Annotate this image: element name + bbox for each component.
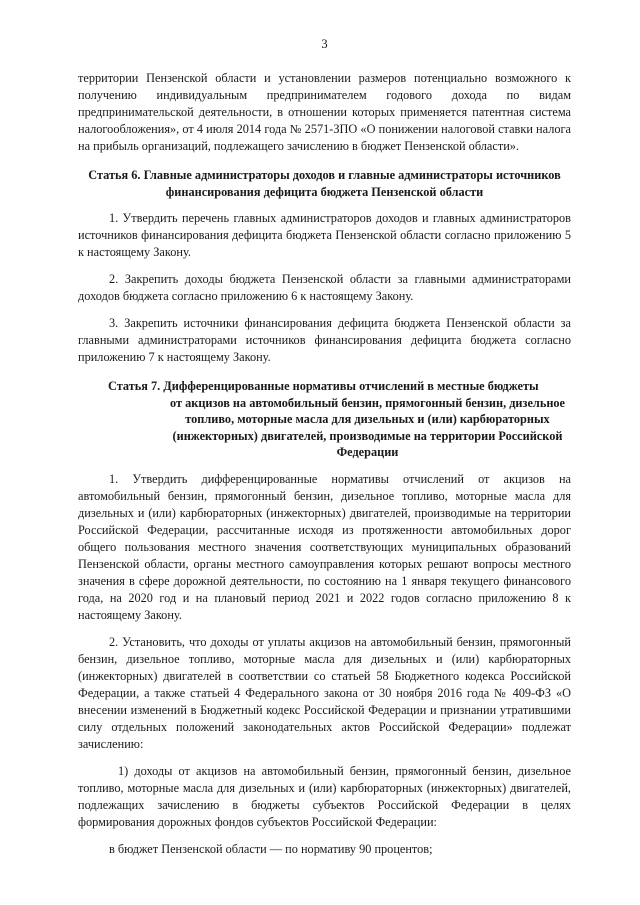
article-7-item-1: 1. Утвердить дифференцированные нормативы отчислений от акцизов на автомобильный бензин, прямогонный бензин, дизельное топливо, моторные масла для дизельных и (или) карбюраторных (инжекторных) двигателей, производимые на территории Российской Федерации, рассчитанные исходя из протяженности автомобильных дорог общего пользования местного значения соответствующих муниципальных образований Пензенской области, органы местного самоуправления которых решают вопросы местного значения в сфере дорожной деятельности, по состоянию на 1 января текущего финансового года, на 2020 год и на плановый период 2021 и 2022 годов согласно приложению 8 к настоящему Закону. <box>78 471 571 622</box>
article-6-item-2: 2. Закрепить доходы бюджета Пензенской области за главными администраторами доходов бюджета согласно приложению 6 к настоящему Закону. <box>78 272 571 303</box>
article-7-title-head: Статья 7. Дифференцированные нормативы отчислений в местные бюджеты <box>108 379 539 393</box>
article-6-item-3: 3. Закрепить источники финансирования дефицита бюджета Пензенской области за главными администраторами источников финансирования дефицита бюджета согласно приложению 7 к настоящему Закону. <box>78 316 571 364</box>
article-7-item-2: 2. Установить, что доходы от уплаты акцизов на автомобильный бензин, прямогонный бензин, дизельное топливо, моторные масла для дизельных и (или) карбюраторных (инжекторных) двигателей в соответствии со статьей 58 Бюджетного кодекса Российской Федерации, а также статьей 4 Федерального закона от 30 ноября 2016 года № 409-ФЗ «О внесении изменений в Бюджетный кодекс Российской Федерации и признании утратившими силу отдельных положений законодательных актов Российской Федерации» подлежат зачислению: <box>78 634 571 751</box>
article-7-title-rest: от акцизов на автомобильный бензин, прямогонный бензин, дизельное топливо, моторные масла для дизельных и (или) карбюраторных (инжекторных) двигателей, производимые на территории Российской Федерации <box>169 395 566 459</box>
intro-paragraph: территории Пензенской области и установлении размеров потенциально возможного к получению индивидуальным предпринимателем годового дохода по видам предпринимательской деятельности, в отношении которых применяется патентная система налогообложения», от 4 июля 2014 года № 2571-ЗПО «О понижении налоговой ставки налога на прибыль организаций, подлежащего зачислению в бюджет Пензенской области». <box>78 71 571 153</box>
page-number: 3 <box>321 37 328 51</box>
document-body <box>78 70 571 858</box>
article-7-sub-item-1: 1) доходы от акцизов на автомобильный бензин, прямогонный бензин, дизельное топливо, моторные масла для дизельных и (или) карбюраторных (инжекторных) двигателей, подлежащих зачислению в бюджеты субъектов Российской Федерации в целях формирования дорожных фондов субъектов Российской Федерации: <box>78 763 571 829</box>
article-6-item-1: 1. Утвердить перечень главных администраторов доходов и главных администраторов источников финансирования дефицита бюджета Пензенской области согласно приложению 5 к настоящему Закону. <box>78 211 571 259</box>
article-6-title: Статья 6. Главные администраторы доходов и главные администраторы источников финансирования дефицита бюджета Пензенской области <box>88 168 561 199</box>
article-7-title <box>78 378 571 461</box>
article-7-sub-item-1-line: в бюджет Пензенской области — по нормативу 90 процентов; <box>109 841 433 856</box>
